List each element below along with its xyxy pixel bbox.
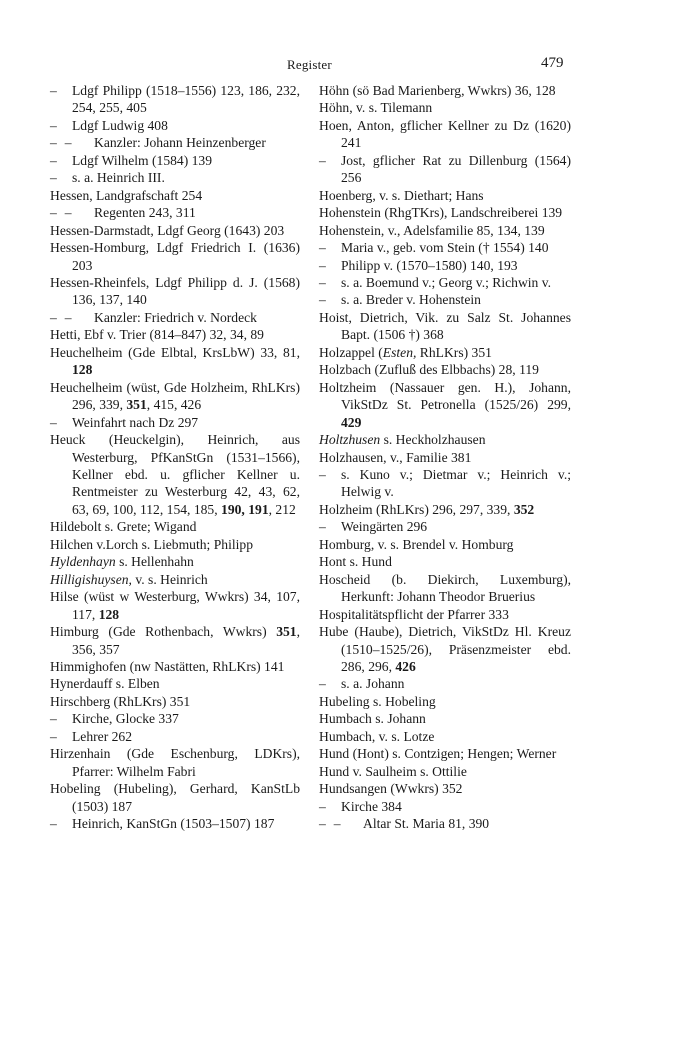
entry-text: Altar St. Maria 81, 390	[363, 816, 490, 832]
entry-text: Homburg, v. s. Brendel v. Homburg	[319, 536, 514, 552]
index-entry	[50, 431, 300, 518]
index-entry	[50, 222, 300, 239]
index-column-right	[319, 82, 571, 832]
index-subentry	[319, 466, 571, 501]
historic-name-italic: Holtzhusen	[319, 432, 381, 448]
subentry-dash: –	[319, 257, 326, 273]
subentry-dash: ––	[50, 135, 80, 151]
page-ref-bold: 426	[395, 658, 416, 674]
subentry-dash: –	[319, 274, 326, 290]
index-subentry	[50, 134, 300, 151]
entry-text: RhLKrs) 351	[416, 344, 492, 360]
entry-text: Hilse (wüst w Westerburg, Wwkrs) 34, 107, 117,	[50, 589, 300, 622]
entry-text: s. Kuno v.; Dietmar v.; Heinrich v.; Helwig v.	[341, 466, 571, 500]
entry-text: Höhn, v. s. Tilemann	[319, 100, 433, 116]
entry-text: Hont s. Hund	[319, 554, 392, 570]
subentry-dash: –	[319, 676, 326, 692]
entry-text: Heuchelheim (Gde Elbtal, KrsLbW) 33, 81,	[50, 344, 300, 360]
subentry-dash: –	[50, 117, 57, 133]
index-entry	[319, 606, 571, 623]
subentry-dash: ––	[319, 816, 349, 832]
subentry-dash: –	[50, 711, 57, 727]
index-entry	[319, 536, 571, 553]
entry-text: s. a. Johann	[341, 676, 405, 692]
index-entry	[319, 431, 571, 448]
entry-text: Himburg (Gde Rothenbach, Wwkrs)	[50, 624, 277, 640]
index-column-left	[50, 82, 300, 832]
index-entry	[50, 693, 300, 710]
index-subentry	[50, 309, 300, 326]
index-subentry	[319, 815, 571, 832]
entry-text: Regenten 243, 311	[94, 205, 196, 221]
subentry-dash: –	[319, 152, 326, 168]
index-entry	[319, 379, 571, 431]
index-subentry	[319, 798, 571, 815]
index-entry	[50, 344, 300, 379]
entry-text: Philipp v. (1570–1580) 140, 193	[341, 257, 518, 273]
index-entry	[50, 274, 300, 309]
entry-text: Hildebolt s. Grete; Wigand	[50, 519, 197, 535]
index-entry	[319, 117, 571, 152]
index-entry	[319, 710, 571, 727]
entry-text: , 212	[268, 501, 296, 517]
entry-text: Hessen-Homburg, Ldgf Friedrich I. (1636) 203	[50, 240, 300, 273]
index-subentry	[50, 152, 300, 169]
entry-text: Hetti, Ebf v. Trier (814–847) 32, 34, 89	[50, 327, 264, 343]
index-subentry	[50, 710, 300, 727]
entry-text: Hoist, Dietrich, Vik. zu Salz St. Johannes Bapt. (1506 †) 368	[319, 309, 571, 343]
entry-text: Holzhausen, v., Familie 381	[319, 449, 472, 465]
index-entry	[319, 728, 571, 745]
entry-text: Lehrer 262	[72, 728, 133, 744]
entry-text: Hessen-Rheinfels, Ldgf Philipp d. J. (1568) 136, 137, 140	[50, 274, 300, 308]
index-entry	[50, 187, 300, 204]
entry-text: Hobeling (Hubeling), Gerhard, KanStLb (1503) 187	[50, 781, 300, 814]
index-entry	[319, 693, 571, 710]
entry-text: Hirzenhain (Gde Eschenburg, LDKrs), Pfarrer: Wilhelm Fabri	[50, 746, 300, 779]
entry-text: s. a. Breder v. Hohenstein	[341, 292, 481, 308]
index-subentry	[50, 117, 300, 134]
entry-text: Holzappel (	[319, 344, 383, 360]
index-entry	[319, 82, 571, 99]
entry-text: Heuchelheim (wüst, Gde Holzheim, RhLKrs) 296, 339,	[50, 379, 300, 413]
index-subentry	[319, 239, 571, 256]
entry-text: Ldgf Philipp (1518–1556) 123, 186, 232, 254, 255, 405	[72, 83, 300, 116]
index-subentry	[50, 204, 300, 221]
subentry-dash: –	[319, 519, 326, 535]
entry-text: v. s. Heinrich	[131, 571, 208, 587]
entry-text: Heuck (Heuckelgin), Heinrich, aus Westerburg, PfKanStGn (1531–1566), Kellner ebd. u. gflicher Kellner u. Rentmeister zu Westerburg 42, 43, 62, 63, 69, 100, 112, 154, 185,	[50, 432, 300, 517]
running-head	[0, 57, 700, 77]
entry-text: Himmighofen (nw Nastätten, RhLKrs) 141	[50, 658, 285, 674]
index-entry	[319, 204, 571, 221]
entry-text: Kanzler: Friedrich v. Nordeck	[94, 309, 257, 325]
entry-text: Hund v. Saulheim s. Ottilie	[319, 763, 467, 779]
index-entry	[319, 571, 571, 606]
entry-text: Heinrich, KanStGn (1503–1507) 187	[72, 816, 275, 832]
index-entry	[319, 187, 571, 204]
index-subentry	[319, 257, 571, 274]
entry-text: Hoen, Anton, gflicher Kellner zu Dz (1620) 241	[319, 117, 571, 151]
entry-text: Hundsangen (Wwkrs) 352	[319, 781, 463, 797]
subentry-dash: –	[50, 152, 57, 168]
index-entry	[319, 449, 571, 466]
subentry-dash: –	[319, 292, 326, 308]
index-entry	[319, 623, 571, 675]
index-subentry	[319, 152, 571, 187]
entry-text: Höhn (sö Bad Marienberg, Wwkrs) 36, 128	[319, 83, 556, 98]
entry-text: s. Heckholzhausen	[380, 432, 486, 448]
index-entry	[319, 501, 571, 518]
entry-text: Maria v., geb. vom Stein († 1554) 140	[341, 240, 549, 256]
index-subentry	[50, 169, 300, 186]
entry-text: Hubeling s. Hobeling	[319, 693, 436, 709]
entry-text: Humbach s. Johann	[319, 711, 426, 727]
entry-text: Hessen-Darmstadt, Ldgf Georg (1643) 203	[50, 222, 285, 238]
index-entry	[319, 309, 571, 344]
index-entry	[319, 780, 571, 797]
index-entry	[319, 763, 571, 780]
index-subentry	[319, 274, 571, 291]
index-entry	[319, 361, 571, 378]
subentry-dash: –	[50, 816, 57, 832]
entry-text: Holtzheim (Nassauer gen. H.), Johann, VikStDz St. Petronella (1525/26) 299,	[319, 379, 571, 413]
entry-text: Kirche 384	[341, 798, 402, 814]
index-entry	[50, 658, 300, 675]
entry-text: Weingärten 296	[341, 519, 428, 535]
index-entry	[50, 379, 300, 414]
index-entry	[50, 518, 300, 535]
page-ref-bold: 351	[126, 397, 147, 413]
subentry-dash: –	[319, 466, 326, 482]
entry-text: Hilchen v.Lorch s. Liebmuth; Philipp	[50, 536, 253, 552]
index-entry	[319, 553, 571, 570]
index-entry	[50, 675, 300, 692]
index-entry	[50, 239, 300, 274]
entry-text: Holzheim (RhLKrs) 296, 297, 339,	[319, 501, 514, 517]
entry-text: Hube (Haube), Dietrich, VikStDz Hl. Kreuz (1510–1525/26), Präsenzmeister ebd. 286, 296,	[319, 624, 571, 674]
entry-text: Hohenstein (RhgTKrs), Landschreiberei 139	[319, 205, 563, 221]
index-entry	[319, 99, 571, 116]
index-subentry	[319, 675, 571, 692]
entry-text: s. Hellenhahn	[115, 554, 194, 570]
subentry-dash: –	[50, 170, 57, 186]
index-entry	[319, 222, 571, 239]
running-title: Register	[287, 57, 332, 72]
index-entry	[50, 588, 300, 623]
subentry-dash: –	[319, 240, 326, 256]
index-entry	[50, 571, 300, 588]
page-ref-bold: 351	[276, 624, 297, 640]
page-ref-bold: 128	[72, 362, 93, 378]
index-subentry	[319, 518, 571, 535]
subentry-dash: –	[50, 414, 57, 430]
page-number: 479	[541, 55, 564, 71]
entry-text: Kanzler: Johann Heinzenberger	[94, 135, 266, 151]
index-entry	[319, 745, 571, 762]
historic-name-italic: Esten,	[382, 344, 417, 360]
entry-text: Hohenstein, v., Adelsfamilie 85, 134, 139	[319, 222, 545, 238]
index-entry	[319, 344, 571, 361]
entry-text: Hund (Hont) s. Contzigen; Hengen; Werner	[319, 746, 557, 762]
subentry-dash: ––	[50, 205, 80, 221]
entry-text: Jost, gflicher Rat zu Dillenburg (1564) 256	[341, 152, 571, 186]
index-entry	[50, 745, 300, 780]
subentry-dash: ––	[50, 309, 80, 325]
entry-text: Ldgf Ludwig 408	[72, 117, 168, 133]
index-subentry	[50, 815, 300, 832]
page-ref-bold: 128	[98, 606, 120, 622]
subentry-dash: –	[319, 798, 326, 814]
index-entry	[50, 536, 300, 553]
entry-text: Hynerdauff s. Elben	[50, 676, 160, 692]
entry-text: Hoscheid (b. Diekirch, Luxemburg), Herkunft: Johann Theodor Bruerius	[319, 571, 571, 605]
page-ref-bold: 429	[341, 414, 362, 430]
index-subentry	[50, 82, 300, 117]
subentry-dash: –	[50, 728, 57, 744]
historic-name-italic: Hilligishuysen,	[50, 571, 132, 587]
entry-text: s. a. Heinrich III.	[72, 170, 165, 186]
subentry-dash: –	[50, 83, 57, 98]
entry-text: Kirche, Glocke 337	[72, 711, 179, 727]
entry-text: Hirschberg (RhLKrs) 351	[50, 693, 191, 709]
historic-name-italic: Hyldenhayn	[50, 554, 116, 570]
index-subentry	[50, 728, 300, 745]
index-subentry	[319, 291, 571, 308]
entry-text: Hessen, Landgrafschaft 254	[50, 187, 203, 203]
entry-text: Ldgf Wilhelm (1584) 139	[72, 152, 213, 168]
entry-text: s. a. Boemund v.; Georg v.; Richwin v.	[341, 274, 552, 290]
index-entry	[50, 553, 300, 570]
entry-text: Hospitalitätspflicht der Pfarrer 333	[319, 606, 509, 622]
page-ref-bold: 352	[513, 501, 535, 517]
entry-text: , 356, 357	[72, 624, 300, 657]
entry-text: Humbach, v. s. Lotze	[319, 728, 435, 744]
entry-text: Weinfahrt nach Dz 297	[72, 414, 199, 430]
index-entry	[50, 623, 300, 658]
entry-text: , 415, 426	[146, 397, 202, 413]
index-subentry	[50, 414, 300, 431]
index-entry	[50, 326, 300, 343]
page-ref-bold: 190, 191	[221, 501, 269, 517]
index-entry	[50, 780, 300, 815]
entry-text: Holzbach (Zufluß des Elbbachs) 28, 119	[319, 362, 539, 378]
entry-text: Hoenberg, v. s. Diethart; Hans	[319, 187, 484, 203]
